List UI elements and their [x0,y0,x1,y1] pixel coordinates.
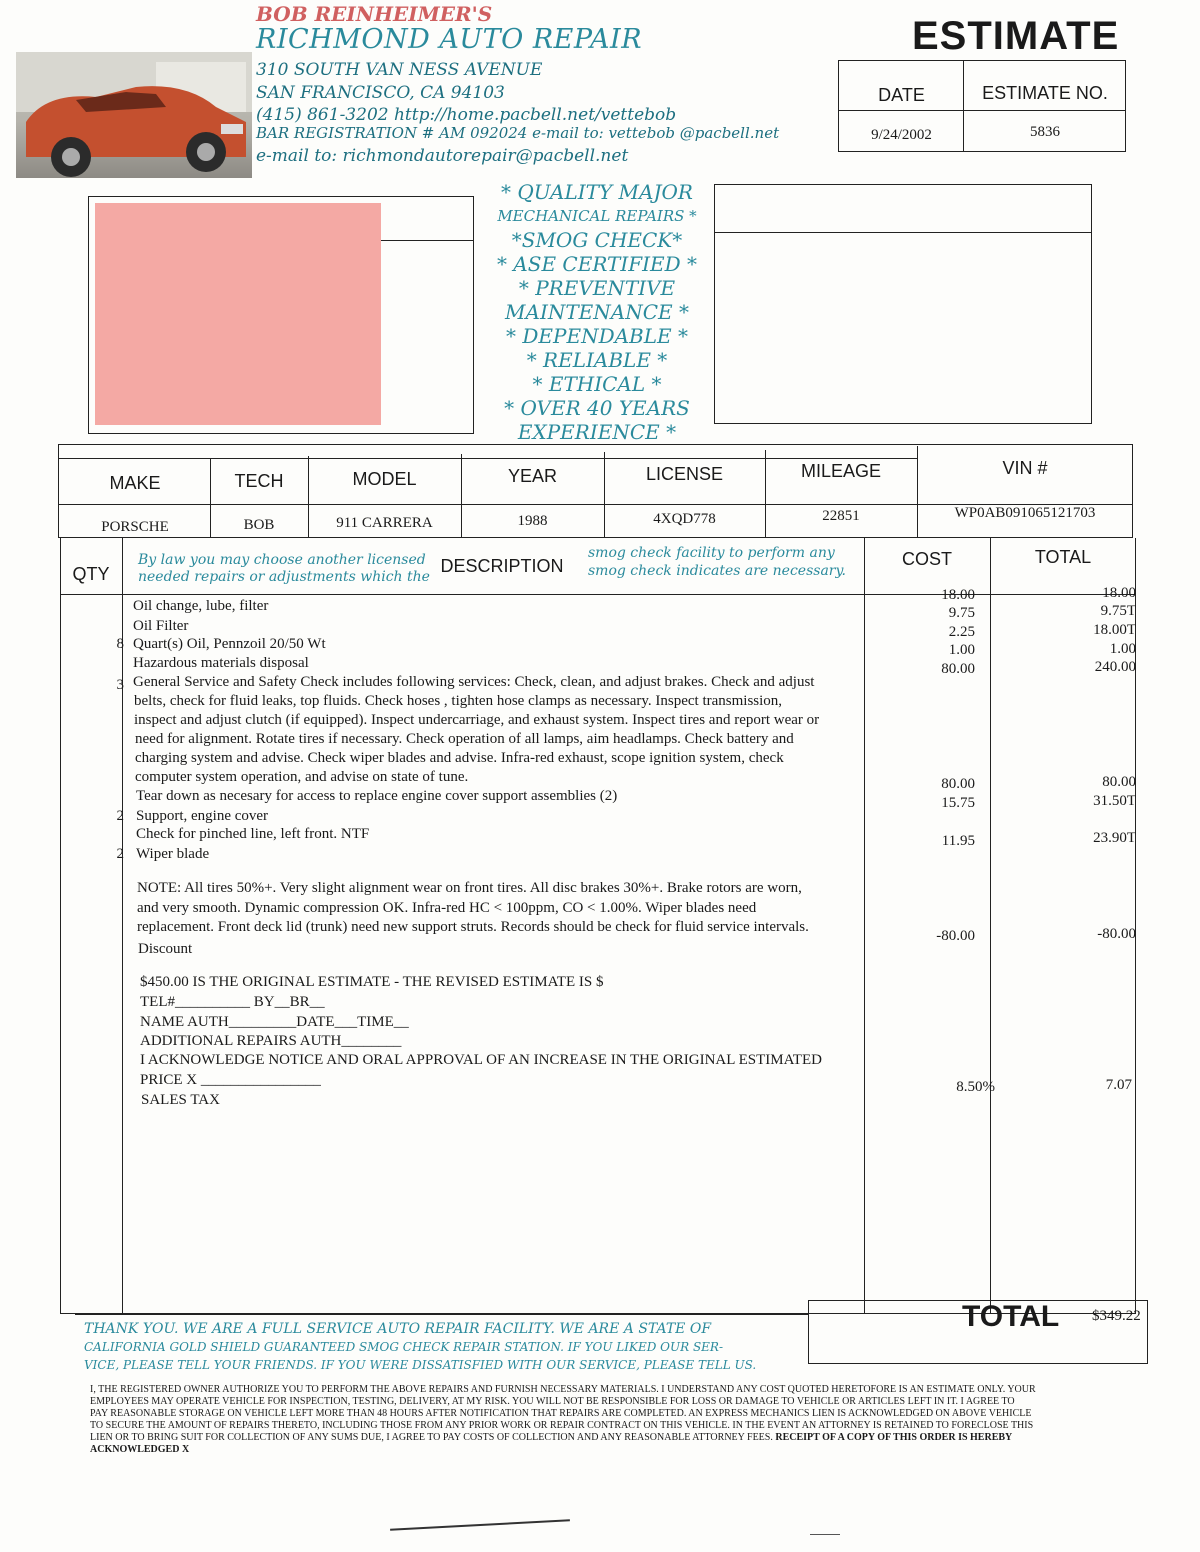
auth-line: I ACKNOWLEDGE NOTICE AND ORAL APPROVAL OF AN INCREASE IN THE ORIGINAL ESTIMATED [140,1052,822,1068]
note-line: NOTE: All tires 50%+. Very slight alignment wear on front tires. All disc brakes 30%+. Brake rotors are worn, [137,880,802,896]
service-text-line: inspect and adjust clutch (if equipped). Inspect undercarriage, and exhaust system. Inspect tires and report wear or [134,712,820,728]
slogans [478,180,716,444]
discount-total: -80.00 [1097,926,1136,942]
disclaimer-line: PAY REASONABLE STORAGE ON VEHICLE LEFT MORE THAN 48 HOURS AFTER NOTIFICATION THAT REPAIRS ARE COMPLETED. AN EXPRESS MECHANICS LIEN IS ACKNOWLEDGED ON ABOVE VEHICLE [90,1408,1032,1419]
shop-name: RICHMOND AUTO REPAIR [256,24,643,55]
line-total: 240.00 [1094,659,1136,675]
slogan-line: * PREVENTIVE [518,276,676,300]
note-line: and very smooth. Dynamic compression OK. Infra-red HC < 100ppm, CO < 1.00%. Wiper blades need [137,900,757,916]
date-value: 9/24/2002 [871,127,932,143]
total-label: TOTAL [962,1300,1060,1333]
slogan-line: * ASE CERTIFIED * [496,252,698,276]
vehicle-header-year: YEAR [507,466,558,486]
disclaimer [90,1384,1150,1456]
disclaimer-line: TO SECURE THE AMOUNT OF REPAIRS THERETO, INCLUDING THOSE FROM ANY PRIOR WORK OR REPAIR CONTRACT ON THIS VEHICLE. IN THE EVENT AN ATTORNEY IS RETAINED TO FORECLOSE THIS [90,1420,1034,1431]
law-note-left-1: By law you may choose another licensed [138,552,426,568]
line-total: 23.90T [1093,830,1136,846]
vehicle-header-tech: TECH [234,471,284,491]
shop-email2: e-mail to: richmondautorepair@pacbell.net [256,146,629,166]
auth-line: NAME AUTH_________DATE___TIME__ [140,1014,409,1030]
line-qty: 3 [116,677,124,693]
auth-line: ADDITIONAL REPAIRS AUTH________ [140,1033,402,1049]
sales-tax-rate: 8.50% [956,1079,995,1095]
slogan-line: * ETHICAL * [532,372,662,396]
auth-line: $450.00 IS THE ORIGINAL ESTIMATE - THE REVISED ESTIMATE IS $ [140,974,604,990]
disclaimer-line: ACKNOWLEDGED X [90,1444,190,1455]
line-cost: 80.00 [941,776,975,792]
line-total: 80.00 [1102,774,1136,790]
line-qty: 8 [116,636,124,652]
estno-value: 5836 [1030,124,1060,140]
vehicle-mileage: 22851 [822,508,860,524]
shop-city: SAN FRANCISCO, CA 94103 [256,83,505,103]
service-text-line: computer system operation, and advise on state of tune. [135,769,469,785]
vehicle-make: PORSCHE [101,519,169,535]
disclaimer-line: I, THE REGISTERED OWNER AUTHORIZE YOU TO PERFORM THE ABOVE REPAIRS AND FURNISH NECESSARY MATERIALS. I UNDERSTAND ANY COST QUOTED HERETOFORE IS AN ESTIMATE ONLY. YOUR [90,1384,1036,1395]
vehicle-license: 4XQD778 [653,511,716,527]
line-cost: 15.75 [941,795,975,811]
line-desc: Check for pinched line, left front. NTF [136,826,370,842]
line-qty: 2 [116,846,124,862]
disclaimer-line-last [90,1432,1150,1444]
line-cost: 80.00 [941,661,975,677]
disclaimer-text: LIEN OR TO BRING SUIT FOR COLLECTION OF ANY SUMS DUE, I AGREE TO PAY COSTS OF COLLECTION AND ANY REASONABLE ATTORNEY FEES. [90,1432,773,1443]
line-cost: 1.00 [948,642,975,658]
line-desc: Hazardous materials disposal [133,655,309,671]
vehicle-header-model: MODEL [352,469,417,489]
thanks-line: VICE, PLEASE TELL YOUR FRIENDS. IF YOU WERE DISSATISFIED WITH OUR SERVICE, PLEASE TELL US. [84,1358,757,1372]
discount-desc: Discount [138,941,193,957]
line-cost: 11.95 [941,833,975,849]
slogan-line: *SMOG CHECK* [511,228,683,252]
col-header-total: TOTAL [1034,547,1092,567]
col-header-cost: COST [901,549,952,569]
auth-line: TEL#__________ BY__BR__ [140,994,325,1010]
law-note-right-1: smog check facility to perform any [588,545,835,561]
thanks-line: CALIFORNIA GOLD SHIELD GUARANTEED SMOG CHECK REPAIR STATION. IF YOU LIKED OUR SER- [84,1340,724,1354]
line-item [0,585,1200,617]
service-text-line: need for alignment. Rotate tires if necessary. Check operation of all lamps, aim headlamps. Check battery and [135,731,794,747]
vehicle-model: 911 CARRERA [336,515,433,531]
col-header-description: DESCRIPTION [440,556,564,576]
law-note-left-2: needed repairs or adjustments which the [138,569,430,585]
vehicle-header-make: MAKE [109,473,161,493]
shop-phone-web: (415) 861-3202 http://home.pacbell.net/vettebob [256,105,677,125]
line-desc: Wiper blade [136,846,210,862]
scan-mark [810,1534,840,1535]
line-desc: Tear down as necesary for access to replace engine cover support assemblies (2) [136,788,618,804]
line-total: 1.00 [1109,641,1136,657]
sales-tax-label: SALES TAX [141,1092,220,1108]
line-desc: Oil change, lube, filter [133,598,269,614]
ship-box [714,184,1092,424]
scan-mark [390,1519,570,1530]
vehicle-tech: BOB [243,517,275,533]
line-qty: 2 [116,808,124,824]
line-total: 9.75T [1100,603,1136,619]
slogan-line: MAINTENANCE * [505,300,689,324]
line-total: 18.00T [1093,622,1136,638]
disclaimer-receipt: RECEIPT OF A COPY OF THIS ORDER IS HEREBY [775,1432,1013,1443]
law-note-right-2: smog check indicates are necessary. [588,563,846,579]
service-text-line: belts, check for fluid leaks, top fluids. Check hoses , tighten hose clamps as necessary. Inspect transmission, [134,693,783,709]
service-text-line: charging system and advise. Check wiper blades and advise. Infra-red exhaust, scope ignition system, check [135,750,784,766]
redaction [95,203,381,425]
total-amount: $349.22 [1092,1308,1141,1324]
slogan-line: * RELIABLE * [526,348,668,372]
estno-label: ESTIMATE NO. [982,83,1108,103]
slogan-line: MECHANICAL REPAIRS * [497,207,697,225]
vehicle-header-mileage: MILEAGE [800,461,882,481]
car-photo [16,52,252,178]
line-desc: Quart(s) Oil, Pennzoil 20/50 Wt [133,636,326,652]
line-cost: 9.75 [948,605,975,621]
sales-tax-amount: 7.07 [1105,1077,1132,1093]
col-header-qty: QTY [72,564,110,584]
shop-street: 310 SOUTH VAN NESS AVENUE [256,60,543,80]
shop-bar-email: BAR REGISTRATION # AM 092024 e-mail to: vettebob @pacbell.net [256,124,780,142]
slogan-line: * QUALITY MAJOR [501,180,693,204]
doc-title: ESTIMATE [912,14,1120,58]
vehicle-year: 1988 [517,513,548,529]
line-desc: Support, engine cover [136,808,269,824]
line-cost: 2.25 [948,624,975,640]
slogan-line: EXPERIENCE * [517,420,677,444]
slogan-line: * DEPENDABLE * [506,324,688,348]
note-line: replacement. Front deck lid (trunk) need new support struts. Records should be check for fluid service intervals. [137,919,809,935]
line-desc: General Service and Safety Check includes following services: Check, clean, and adjust brakes. Check and adjust [133,674,815,690]
thanks-line: THANK YOU. WE ARE A FULL SERVICE AUTO REPAIR FACILITY. WE ARE A STATE OF [84,1321,712,1337]
shop-owner: BOB REINHEIMER'S [256,2,493,26]
slogan-line: * OVER 40 YEARS [504,396,690,420]
vehicle-vin: WP0AB091065121703 [954,505,1096,521]
line-total: 18.00 [1102,585,1136,601]
line-item [0,826,1200,845]
line-cost: 18.00 [941,587,975,603]
vehicle-header-vin: VIN # [1002,458,1048,478]
line-total: 31.50T [1093,793,1136,809]
line-desc: Oil Filter [133,618,189,634]
date-label: DATE [878,85,925,105]
disclaimer-line: EMPLOYEES MAY OPERATE VEHICLE FOR INSPECTION, TESTING, DELIVERY, AT MY RISK. YOU WILL NOT BE RESPONSIBLE FOR LOSS OR DAMAGE TO VEHICLE OR ARTICLES LEFT IN IT. I AGREE TO [90,1396,1015,1407]
vehicle-header-license: LICENSE [645,464,724,484]
auth-line: PRICE X ________________ [140,1072,321,1088]
discount-cost: -80.00 [936,928,975,944]
